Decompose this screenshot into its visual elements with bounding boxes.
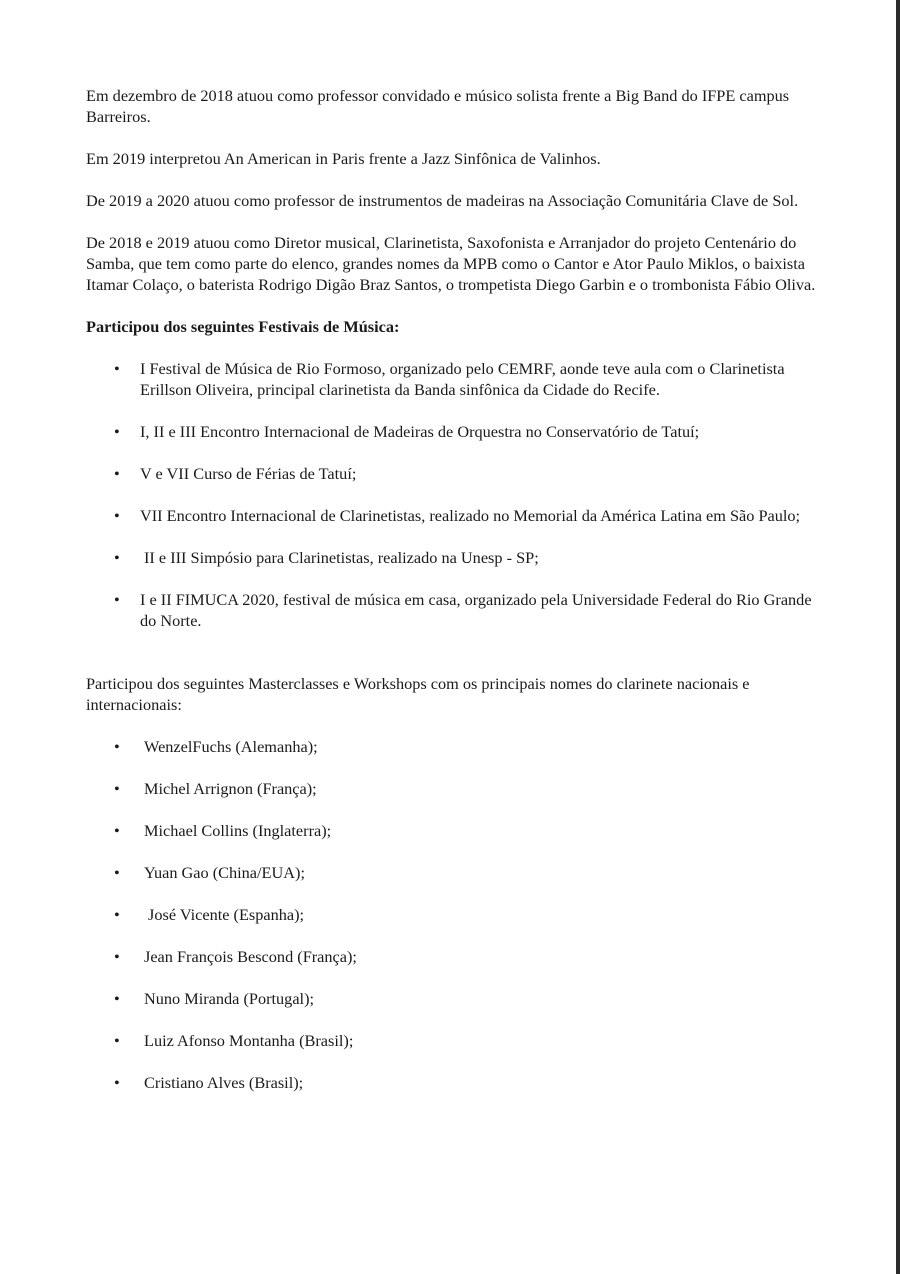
list-item-text: Luiz Afonso Montanha (Brasil); bbox=[144, 1031, 354, 1050]
list-item-text: Michael Collins (Inglaterra); bbox=[144, 821, 332, 840]
bullet-icon: • bbox=[114, 779, 120, 798]
paragraph-centenario-samba: De 2018 e 2019 atuou como Diretor musical, Clarinetista, Saxofonista e Arranjador do projeto Centenário do Samba, que tem como parte do elenco, grandes nomes da MPB como o Cantor e Ator Paulo Miklos, o baixista Itamar Colaço, o baterista Rodrigo Digão Braz Santos, o trompetista Diego Garbin e o trombonista Fábio Oliva. bbox=[86, 233, 816, 294]
bullet-icon: • bbox=[114, 359, 120, 378]
list-item-text: Yuan Gao (China/EUA); bbox=[144, 863, 305, 882]
list-item bbox=[86, 946, 826, 967]
bullet-icon: • bbox=[114, 422, 120, 441]
list-item-text: VII Encontro Internacional de Clarinetistas, realizado no Memorial da América Latina em São Paulo; bbox=[140, 506, 801, 525]
list-item bbox=[86, 421, 826, 442]
list-item bbox=[86, 589, 826, 631]
bullet-icon: • bbox=[114, 863, 120, 882]
list-item bbox=[86, 358, 826, 400]
bullet-icon: • bbox=[114, 821, 120, 840]
bullet-icon: • bbox=[114, 1031, 120, 1050]
list-item-text: José Vicente (Espanha); bbox=[148, 905, 305, 924]
list-item bbox=[86, 988, 826, 1009]
festivals-heading: Participou dos seguintes Festivais de Música: bbox=[86, 317, 400, 336]
bullet-icon: • bbox=[114, 548, 120, 567]
list-item bbox=[86, 1030, 826, 1051]
list-item-text: I Festival de Música de Rio Formoso, organizado pelo CEMRF, aonde teve aula com o Clarinetista Erillson Oliveira, principal clarinetista da Banda sinfônica da Cidade do Recife. bbox=[140, 359, 785, 399]
list-item bbox=[86, 463, 826, 484]
list-item bbox=[86, 820, 826, 841]
list-item bbox=[86, 736, 826, 757]
list-item-text: V e VII Curso de Férias de Tatuí; bbox=[140, 464, 357, 483]
document-body bbox=[86, 85, 826, 1114]
bullet-icon: • bbox=[114, 989, 120, 1008]
bullet-icon: • bbox=[114, 464, 120, 483]
bullet-icon: • bbox=[114, 506, 120, 525]
list-item-text: Cristiano Alves (Brasil); bbox=[144, 1073, 304, 1092]
list-item bbox=[86, 862, 826, 883]
list-item bbox=[86, 778, 826, 799]
list-item-text: Jean François Bescond (França); bbox=[144, 947, 357, 966]
bullet-icon: • bbox=[114, 590, 120, 609]
list-item-text: I, II e III Encontro Internacional de Madeiras de Orquestra no Conservatório de Tatuí; bbox=[140, 422, 700, 441]
list-item-text: Michel Arrignon (França); bbox=[144, 779, 317, 798]
paragraph-ifpe: Em dezembro de 2018 atuou como professor convidado e músico solista frente a Big Band do IFPE campus Barreiros. bbox=[86, 86, 790, 126]
list-item bbox=[86, 1072, 826, 1093]
masterclasses-intro: Participou dos seguintes Masterclasses e Workshops com os principais nomes do clarinete nacionais e internacionais: bbox=[86, 674, 750, 714]
festivals-list bbox=[86, 358, 826, 631]
list-item-text: II e III Simpósio para Clarinetistas, realizado na Unesp - SP; bbox=[144, 548, 539, 567]
masterclasses-list bbox=[86, 736, 826, 1093]
bullet-icon: • bbox=[114, 905, 120, 924]
bullet-icon: • bbox=[114, 947, 120, 966]
bullet-icon: • bbox=[114, 737, 120, 756]
list-item-text: Nuno Miranda (Portugal); bbox=[144, 989, 315, 1008]
list-item-text: WenzelFuchs (Alemanha); bbox=[144, 737, 318, 756]
bullet-icon: • bbox=[114, 1073, 120, 1092]
list-item-text: I e II FIMUCA 2020, festival de música em casa, organizado pela Universidade Federal do Rio Grande do Norte. bbox=[140, 590, 812, 630]
paragraph-american-in-paris: Em 2019 interpretou An American in Paris frente a Jazz Sinfônica de Valinhos. bbox=[86, 149, 601, 168]
list-item bbox=[86, 904, 826, 925]
list-item bbox=[86, 505, 826, 526]
paragraph-clave-de-sol: De 2019 a 2020 atuou como professor de instrumentos de madeiras na Associação Comunitária Clave de Sol. bbox=[86, 191, 799, 210]
list-item bbox=[86, 547, 826, 568]
